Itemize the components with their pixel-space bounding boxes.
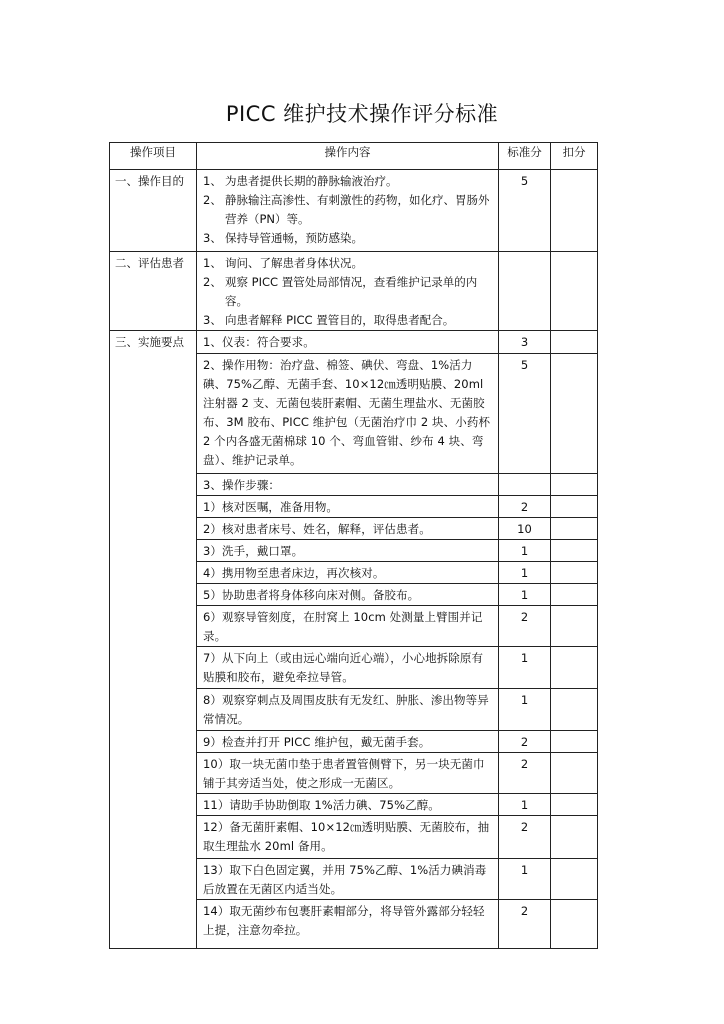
deduction-cell[interactable]: [551, 647, 598, 689]
deduction-cell[interactable]: [551, 252, 598, 331]
deduction-cell[interactable]: [551, 518, 598, 540]
list-item: 1、 询问、了解患者身体状况。: [203, 256, 363, 270]
section-content: [197, 252, 499, 331]
deduction-cell[interactable]: [551, 540, 598, 562]
standard-score: 2: [499, 731, 551, 753]
row-content: 7）从下向上（或由远心端向近心端），小心地拆除原有贴膜和胶布，避免牵拉导管。: [197, 647, 499, 689]
row-content: 10）取一块无菌巾垫于患者置管侧臂下，另一块无菌巾铺于其旁适当处，使之形成一无菌区。: [197, 753, 499, 794]
standard-score: [499, 474, 551, 496]
row-content: 2）核对患者床号、姓名，解释，评估患者。: [197, 518, 499, 540]
deduction-cell[interactable]: [551, 354, 598, 474]
standard-score: 1: [499, 584, 551, 606]
document-title: PICC 维护技术操作评分标准: [225, 102, 499, 126]
standard-score: 2: [499, 900, 551, 949]
row-content: 11）请助手协助倒取 1%活力碘、75%乙醇。: [197, 794, 499, 816]
standard-score: [499, 252, 551, 331]
list-item: 2、 静脉输注高渗性、有刺激性的药物，如化疗、胃肠外营养（PN）等。: [203, 193, 490, 226]
standard-score: 2: [499, 606, 551, 647]
deduction-cell[interactable]: [551, 562, 598, 584]
row-content: 14）取无菌纱布包裹肝素帽部分，将导管外露部分轻轻上提，注意勿牵拉。: [197, 900, 499, 949]
standard-score: 2: [499, 496, 551, 518]
deduction-cell[interactable]: [551, 689, 598, 731]
header-content: 操作内容: [197, 143, 499, 170]
table-row: [110, 252, 598, 331]
row-content: 12）备无菌肝素帽、10×12㎝透明贴膜、无菌胶布，抽取生理盐水 20ml 备用。: [197, 816, 499, 859]
standard-score: 10: [499, 518, 551, 540]
row-content: 13）取下白色固定翼，并用 75%乙醇、1%活力碘消毒后放置在无菌区内适当处。: [197, 859, 499, 900]
deduction-cell[interactable]: [551, 900, 598, 949]
header-standard-score: 标准分: [499, 143, 551, 170]
standard-score: 1: [499, 794, 551, 816]
standard-score: 1: [499, 647, 551, 689]
list-item: 3、 向患者解释 PICC 置管目的，取得患者配合。: [203, 313, 455, 327]
row-content: 2、操作用物：治疗盘、棉签、碘伏、弯盘、1%活力碘、75%乙醇、无菌手套、10×12㎝透明贴膜、20ml 注射器 2 支、无菌包装肝素帽、无菌生理盐水、无菌胶布、3M 胶布、PICC 维护包（无菌治疗巾 2 块、小药杯 2 个内各盛无菌棉球 10 个、弯血管钳、纱布 4 块、弯盘）、维护记录单。: [197, 354, 499, 474]
standard-score: 5: [499, 354, 551, 474]
table-row: [110, 331, 598, 354]
header-deduction: 扣分: [551, 143, 598, 170]
section-content: [197, 170, 499, 252]
row-content: 5）协助患者将身体移向床对侧。备胶布。: [197, 584, 499, 606]
table-row: [110, 170, 598, 252]
scoring-table: [109, 142, 598, 949]
row-content: 9）检查并打开 PICC 维护包，戴无菌手套。: [197, 731, 499, 753]
standard-score: 3: [499, 331, 551, 354]
row-content: 1）核对医嘱，准备用物。: [197, 496, 499, 518]
standard-score: 1: [499, 540, 551, 562]
standard-score: 1: [499, 859, 551, 900]
deduction-cell[interactable]: [551, 753, 598, 794]
row-content: 3、操作步骤：: [197, 474, 499, 496]
table-header-row: [110, 143, 598, 170]
section-name: 二、评估患者: [110, 252, 197, 331]
standard-score: 2: [499, 753, 551, 794]
section-name: 三、实施要点: [110, 331, 197, 949]
deduction-cell[interactable]: [551, 170, 598, 252]
standard-score: 1: [499, 562, 551, 584]
standard-score: 2: [499, 816, 551, 859]
list-item: 2、 观察 PICC 置管处局部情况，查看维护记录单的内容。: [203, 275, 478, 308]
list-item: 3、 保持导管通畅，预防感染。: [203, 231, 363, 245]
standard-score: 1: [499, 689, 551, 731]
standard-score: 5: [499, 170, 551, 252]
deduction-cell[interactable]: [551, 474, 598, 496]
row-content: 3）洗手，戴口罩。: [197, 540, 499, 562]
row-content: 8）观察穿刺点及周围皮肤有无发红、肿胀、渗出物等异常情况。: [197, 689, 499, 731]
deduction-cell[interactable]: [551, 331, 598, 354]
deduction-cell[interactable]: [551, 496, 598, 518]
list-item: 1、 为患者提供长期的静脉输液治疗。: [203, 174, 398, 188]
row-content: 6）观察导管刻度，在肘窝上 10cm 处测量上臂围并记录。: [197, 606, 499, 647]
row-content: 4）携用物至患者床边，再次核对。: [197, 562, 499, 584]
deduction-cell[interactable]: [551, 859, 598, 900]
deduction-cell[interactable]: [551, 584, 598, 606]
deduction-cell[interactable]: [551, 731, 598, 753]
row-content: 1、仪表：符合要求。: [197, 331, 499, 354]
deduction-cell[interactable]: [551, 816, 598, 859]
header-item: 操作项目: [110, 143, 197, 170]
deduction-cell[interactable]: [551, 606, 598, 647]
section-name: 一、操作目的: [110, 170, 197, 252]
deduction-cell[interactable]: [551, 794, 598, 816]
